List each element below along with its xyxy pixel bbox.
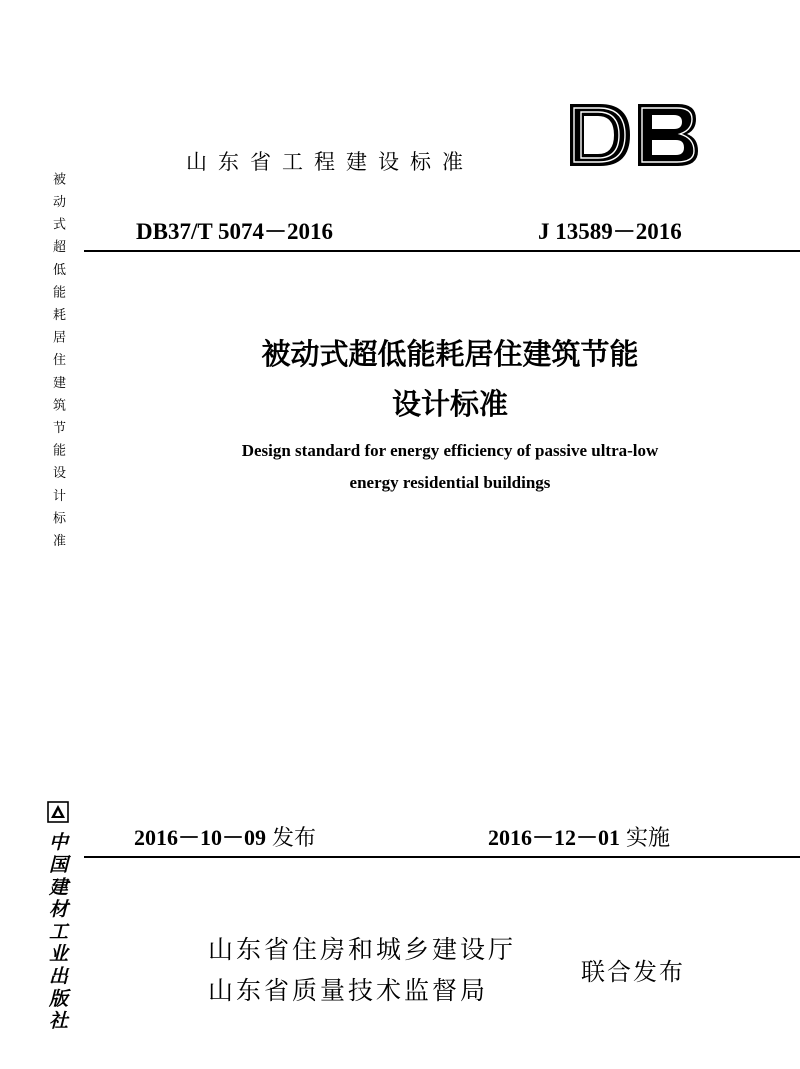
publisher-logo-icon: [47, 801, 69, 823]
spine-title: 被动式超低能耗居住建筑节能设计标准: [50, 172, 65, 557]
issue-date-block: [134, 821, 316, 852]
bottom-rule: [84, 856, 800, 858]
top-rule: [84, 250, 800, 252]
title-en-line1: Design standard for energy efficiency of passive ultra-low: [241, 441, 659, 460]
issuer-line2: 山东省质量技术监督局: [208, 976, 489, 1005]
effective-date: 2016－12－01: [488, 825, 621, 850]
issue-label: 发布: [272, 826, 317, 851]
effective-label: 实施: [626, 826, 671, 851]
title-cn-line2: 设计标准: [391, 387, 508, 421]
local-standard-code: DB37/T 5074－2016: [136, 219, 334, 244]
db-logo: [566, 100, 702, 170]
title-cn-line1: 被动式超低能耗居住建筑节能: [261, 337, 639, 371]
national-record-code: J 13589－2016: [538, 219, 682, 244]
issuer-line1: 山东省住房和城乡建设厅: [208, 935, 517, 964]
publisher-name: 中国建材工业出版社: [46, 832, 68, 1033]
effective-date-block: [488, 821, 670, 852]
issue-date: 2016－10－09: [134, 825, 267, 850]
joint-release-label: 联合发布: [581, 958, 685, 986]
standard-type: 山东省工程建设标准: [186, 150, 474, 174]
title-en-line2: energy residential buildings: [349, 473, 551, 492]
